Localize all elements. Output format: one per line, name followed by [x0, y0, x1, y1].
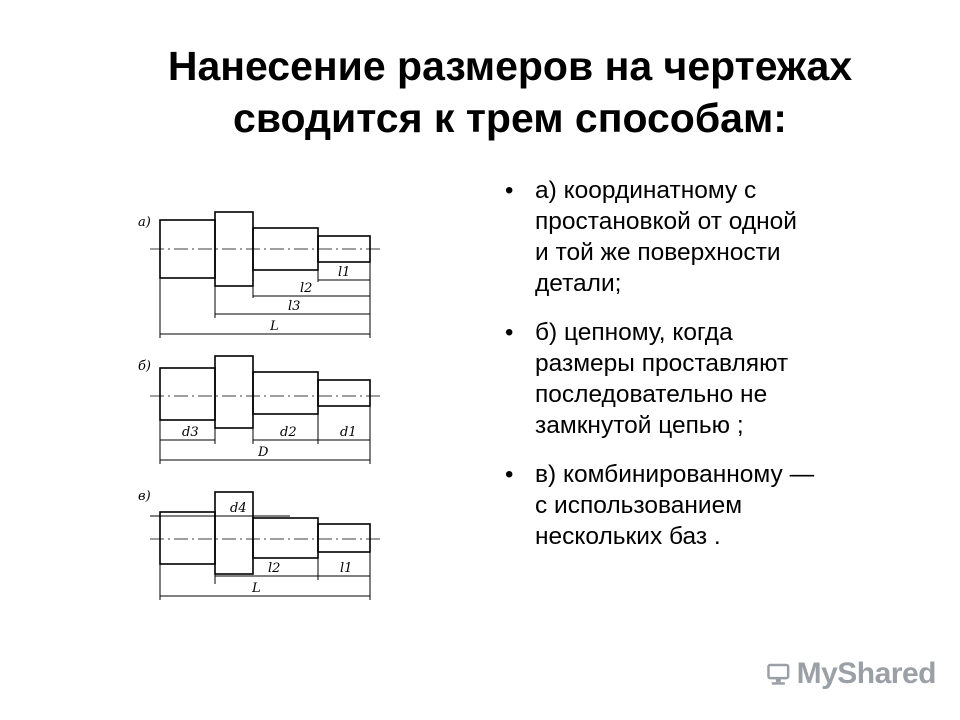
- dim-c-l1: l1: [340, 561, 353, 576]
- bullet-line: а) координатному с: [535, 177, 757, 204]
- bullet-coordinate: [505, 175, 925, 299]
- bullet-line: размеры проставляют: [535, 350, 789, 377]
- bullet-line: детали;: [535, 270, 622, 297]
- dim-b-d2: d2: [280, 425, 297, 440]
- dim-a-l3: l3: [288, 299, 301, 314]
- myshared-logo[interactable]: [766, 650, 936, 698]
- dim-b-d3: d3: [182, 425, 199, 440]
- bullet-line: и той же поверхности: [535, 239, 781, 266]
- bullet-marker: •: [505, 177, 514, 204]
- shaft-c: [150, 492, 380, 600]
- dim-a-l1: l1: [338, 265, 351, 280]
- bullet-line: простановкой от одной: [535, 208, 797, 235]
- bullet-line: с использованием: [535, 492, 743, 519]
- dim-a-l2: l2: [300, 281, 313, 296]
- bullet-line: последовательно не: [535, 381, 768, 408]
- dim-c-l2: l2: [268, 561, 281, 576]
- title-line-2: сводится к трем способам:: [233, 95, 787, 141]
- dim-a-L: L: [270, 319, 279, 334]
- bullet-marker: •: [505, 319, 514, 346]
- title-line-1: Нанесение размеров на чертежах: [167, 43, 853, 89]
- panel-c-label: в): [138, 489, 151, 504]
- dim-c-L: L: [252, 581, 261, 596]
- dim-b-D: D: [258, 445, 269, 460]
- dimensioning-drawing: [130, 200, 390, 610]
- bullet-chain: [505, 317, 925, 441]
- bullet-combined: [505, 459, 925, 552]
- bullet-line: нескольких баз .: [535, 523, 721, 550]
- bullet-line: б) цепному, когда: [535, 319, 733, 346]
- bullet-marker: •: [505, 461, 514, 488]
- dim-b-d1: d1: [340, 425, 357, 440]
- monitor-icon: [766, 659, 791, 689]
- bullet-line: замкнутой цепью ;: [535, 412, 744, 439]
- logo-text: MyShared: [796, 657, 936, 690]
- slide-title: [60, 40, 960, 144]
- panel-a-label: а): [138, 215, 151, 230]
- dim-c-d4: d4: [230, 501, 247, 516]
- panel-b-label: б): [138, 359, 152, 374]
- bullet-line: в) комбинированному —: [535, 461, 815, 488]
- bullet-list: [505, 175, 925, 570]
